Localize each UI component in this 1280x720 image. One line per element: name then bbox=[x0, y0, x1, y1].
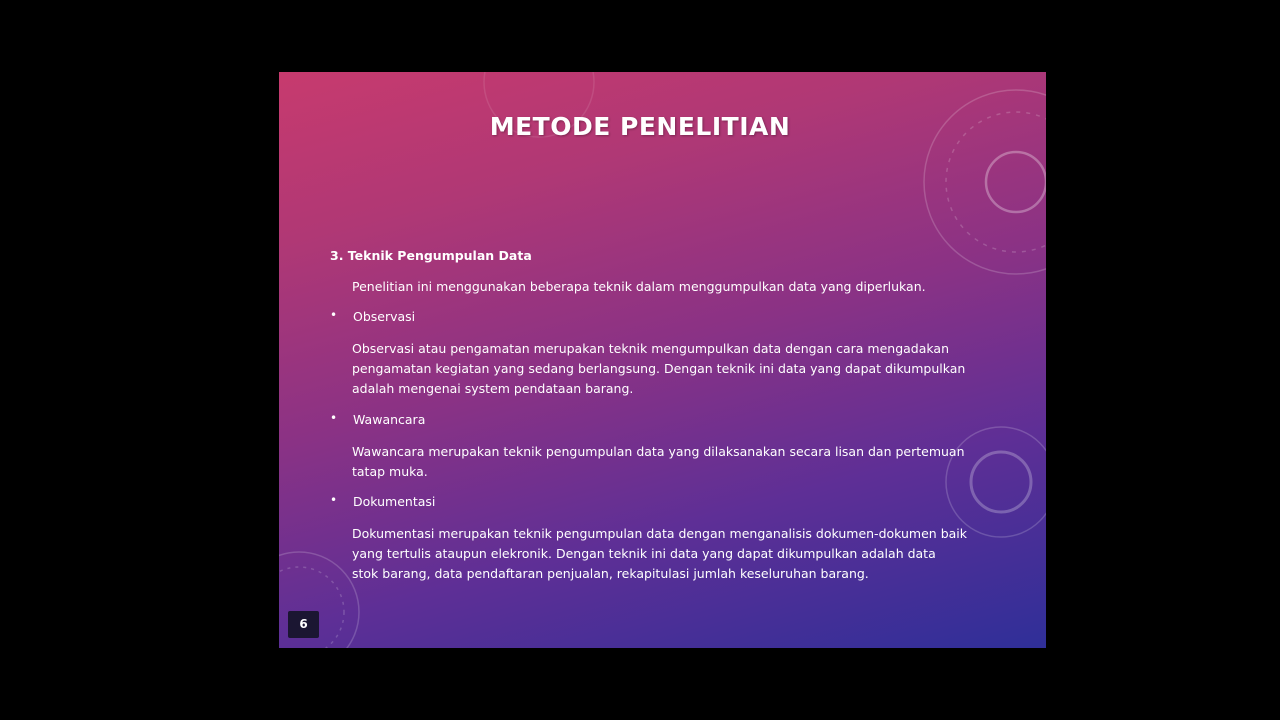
description-line: stok barang, data pendaftaran penjualan, rekapitulasi jumlah keseluruhan barang. bbox=[352, 566, 869, 581]
description-line: adalah mengenai system pendataan barang. bbox=[352, 381, 634, 396]
description-line: Wawancara merupakan teknik pengumpulan data yang dilaksanakan secara lisan dan pertemuan bbox=[352, 444, 965, 459]
observasi-description bbox=[352, 339, 965, 399]
dokumentasi-description bbox=[352, 524, 967, 584]
description-line: tatap muka. bbox=[352, 464, 428, 479]
description-line: pengamatan kegiatan yang sedang berlangsung. Dengan teknik ini data yang dapat dikumpulkan bbox=[352, 361, 966, 376]
description-line: Observasi atau pengamatan merupakan teknik mengumpulkan data dengan cara mengadakan bbox=[352, 341, 949, 356]
presentation-slide bbox=[279, 72, 1046, 648]
bullet-marker: • bbox=[330, 308, 338, 322]
section-heading: 3. Teknik Pengumpulan Data bbox=[330, 248, 532, 263]
bullet-marker: • bbox=[330, 493, 338, 507]
description-line: Dokumentasi merupakan teknik pengumpulan data dengan menganalisis dokumen-dokumen baik bbox=[352, 526, 967, 541]
bullet-marker: • bbox=[330, 411, 338, 425]
slide-title: METODE PENELITIAN bbox=[489, 112, 791, 141]
page-number-badge: 6 bbox=[288, 611, 319, 638]
description-line: yang tertulis ataupun elekronik. Dengan teknik ini data yang dapat dikumpulkan adalah data bbox=[352, 546, 936, 561]
intro-paragraph: Penelitian ini menggunakan beberapa teknik dalam menggumpulkan data yang diperlukan. bbox=[352, 279, 926, 294]
wawancara-description bbox=[352, 442, 965, 482]
bullet-label-observasi: Observasi bbox=[353, 309, 416, 324]
bullet-label-dokumentasi: Dokumentasi bbox=[353, 494, 436, 509]
bullet-label-wawancara: Wawancara bbox=[353, 412, 426, 427]
